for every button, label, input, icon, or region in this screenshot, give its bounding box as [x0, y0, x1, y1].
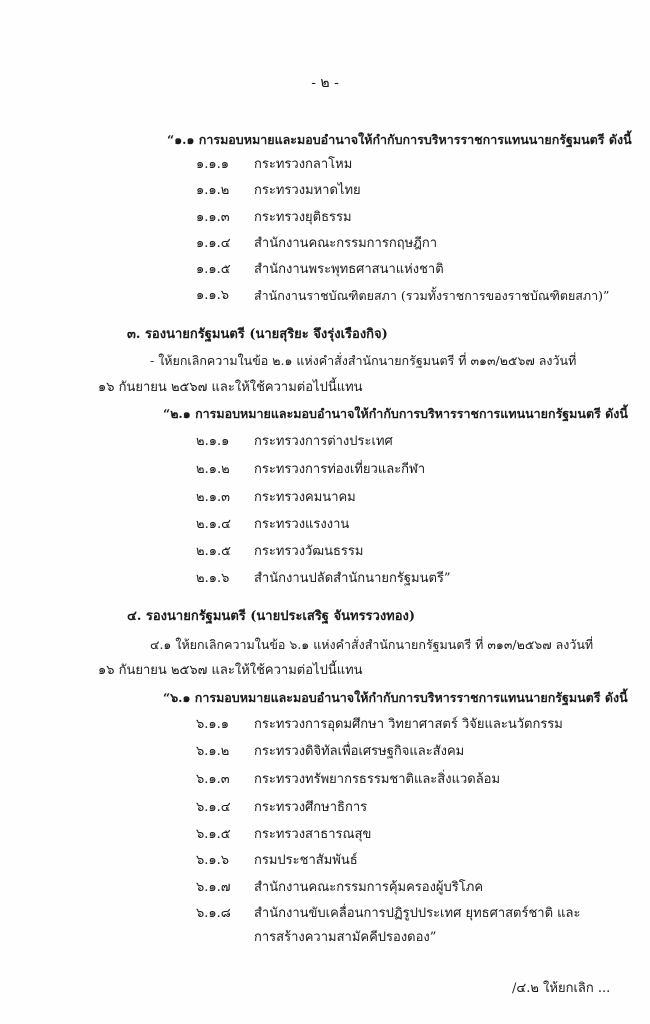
s1-item-num: ๑.๑.๒: [196, 183, 230, 198]
s3-item-num: ๒.๑.๒: [196, 462, 230, 477]
section-1-1-heading: “๑.๑ การมอบหมายและมอบอำนาจให้กำกับการบริหารราชการแทนนายกรัฐมนตรี ดังนี้: [167, 132, 632, 147]
s3-item-num: ๒.๑.๑: [196, 434, 230, 449]
s1-item-num: ๑.๑.๑: [196, 157, 230, 172]
s4-item-num: ๖.๑.๓: [196, 772, 230, 787]
section-2-1-heading: “๒.๑ การมอบหมายและมอบอำนาจให้กำกับการบริหารราชการแทนนายกรัฐมนตรี ดังนี้: [163, 406, 628, 421]
section-3-intro-line1: - ให้ยกเลิกความในข้อ ๒.๑ แห่งคำสั่งสำนักนายกรัฐมนตรี ที่ ๓๑๓/๒๕๖๗ ลงวันที่: [150, 353, 577, 368]
s4-item-text: สำนักงานขับเคลื่อนการปฏิรูปประเทศ ยุทธศาสตร์ชาติ และ: [254, 906, 581, 921]
s3-item-num: ๒.๑.๔: [196, 517, 231, 532]
continuation-note: /๔.๒ ให้ยกเลิก ...: [512, 981, 611, 996]
s3-item-num: ๒.๑.๓: [196, 490, 230, 505]
section-3-intro-line2: ๑๖ กันยายน ๒๕๖๗ และให้ใช้ความต่อไปนี้แทน: [98, 380, 363, 395]
s4-item-text: กระทรวงการอุดมศึกษา วิทยาศาสตร์ วิจัยและนวัตกรรม: [254, 717, 563, 732]
section-4-title: ๔. รองนายกรัฐมนตรี (นายประเสริฐ จันทรรวงทอง): [127, 609, 416, 624]
s4-item-num: ๖.๑.๖: [196, 853, 230, 868]
s4-item-num: ๖.๑.๑: [196, 717, 230, 732]
s1-item-num: ๑.๑.๔: [196, 236, 231, 251]
s4-item-num: ๖.๑.๕: [196, 827, 231, 842]
s3-item-text: กระทรวงคมนาคม: [254, 490, 356, 505]
section-6-1-heading: “๖.๑ การมอบหมายและมอบอำนาจให้กำกับการบริหารราชการแทนนายกรัฐมนตรี ดังนี้: [163, 690, 628, 705]
section-4-intro-line2: ๑๖ กันยายน ๒๕๖๗ และให้ใช้ความต่อไปนี้แทน: [98, 663, 363, 678]
s1-item-text: สำนักงานคณะกรรมการกฤษฎีกา: [254, 236, 438, 251]
s4-item-num: ๖.๑.๘: [196, 906, 231, 921]
s4-item-text: กระทรวงสาธารณสุข: [254, 827, 372, 842]
s3-item-text: กระทรวงแรงงาน: [254, 517, 350, 532]
s4-item-num: ๖.๑.๒: [196, 744, 230, 759]
s1-item-num: ๑.๑.๓: [196, 210, 230, 225]
s3-item-text: กระทรวงการต่างประเทศ: [254, 434, 393, 449]
s4-item-text: กระทรวงศึกษาธิการ: [254, 800, 368, 815]
s1-item-num: ๑.๑.๖: [196, 288, 230, 303]
s4-item-num: ๖.๑.๗: [196, 880, 231, 895]
s4-item-text-continuation: การสร้างความสามัคคีปรองดอง”: [254, 930, 437, 945]
s4-item-text: กระทรวงดิจิทัลเพื่อเศรษฐกิจและสังคม: [254, 744, 465, 759]
s1-item-text: สำนักงานพระพุทธศาสนาแห่งชาติ: [254, 262, 444, 277]
s4-item-text: กรมประชาสัมพันธ์: [254, 853, 358, 868]
s3-item-text: กระทรวงการท่องเที่ยวและกีฬา: [254, 462, 426, 477]
s1-item-num: ๑.๑.๕: [196, 262, 231, 277]
section-4-intro-line1: ๔.๑ ให้ยกเลิกความในข้อ ๖.๑ แห่งคำสั่งสำนักนายกรัฐมนตรี ที่ ๓๑๓/๒๕๖๗ ลงวันที่: [150, 637, 594, 652]
s1-item-text: สำนักงานราชบัณฑิตยสภา (รวมทั้งราชการของราชบัณฑิตยสภา)”: [254, 288, 610, 303]
s4-item-text: กระทรวงทรัพยากรธรรมชาติและสิ่งแวดล้อม: [254, 772, 501, 787]
s4-item-num: ๖.๑.๔: [196, 800, 231, 815]
section-3-title: ๓. รองนายกรัฐมนตรี (นายสุริยะ จึงรุ่งเรืองกิจ): [127, 327, 388, 342]
s3-item-text: กระทรวงวัฒนธรรม: [254, 544, 364, 559]
s1-item-text: กระทรวงมหาดไทย: [254, 183, 361, 198]
s1-item-text: กระทรวงยุติธรรม: [254, 210, 352, 225]
page-number: - ๒ -: [311, 75, 339, 91]
s3-item-num: ๒.๑.๕: [196, 544, 231, 559]
s4-item-text: สำนักงานคณะกรรมการคุ้มครองผู้บริโภค: [254, 880, 484, 895]
s1-item-text: กระทรวงกลาโหม: [254, 157, 353, 172]
s3-item-num: ๒.๑.๖: [196, 571, 230, 586]
s3-item-text: สำนักงานปลัดสำนักนายกรัฐมนตรี”: [254, 571, 451, 586]
